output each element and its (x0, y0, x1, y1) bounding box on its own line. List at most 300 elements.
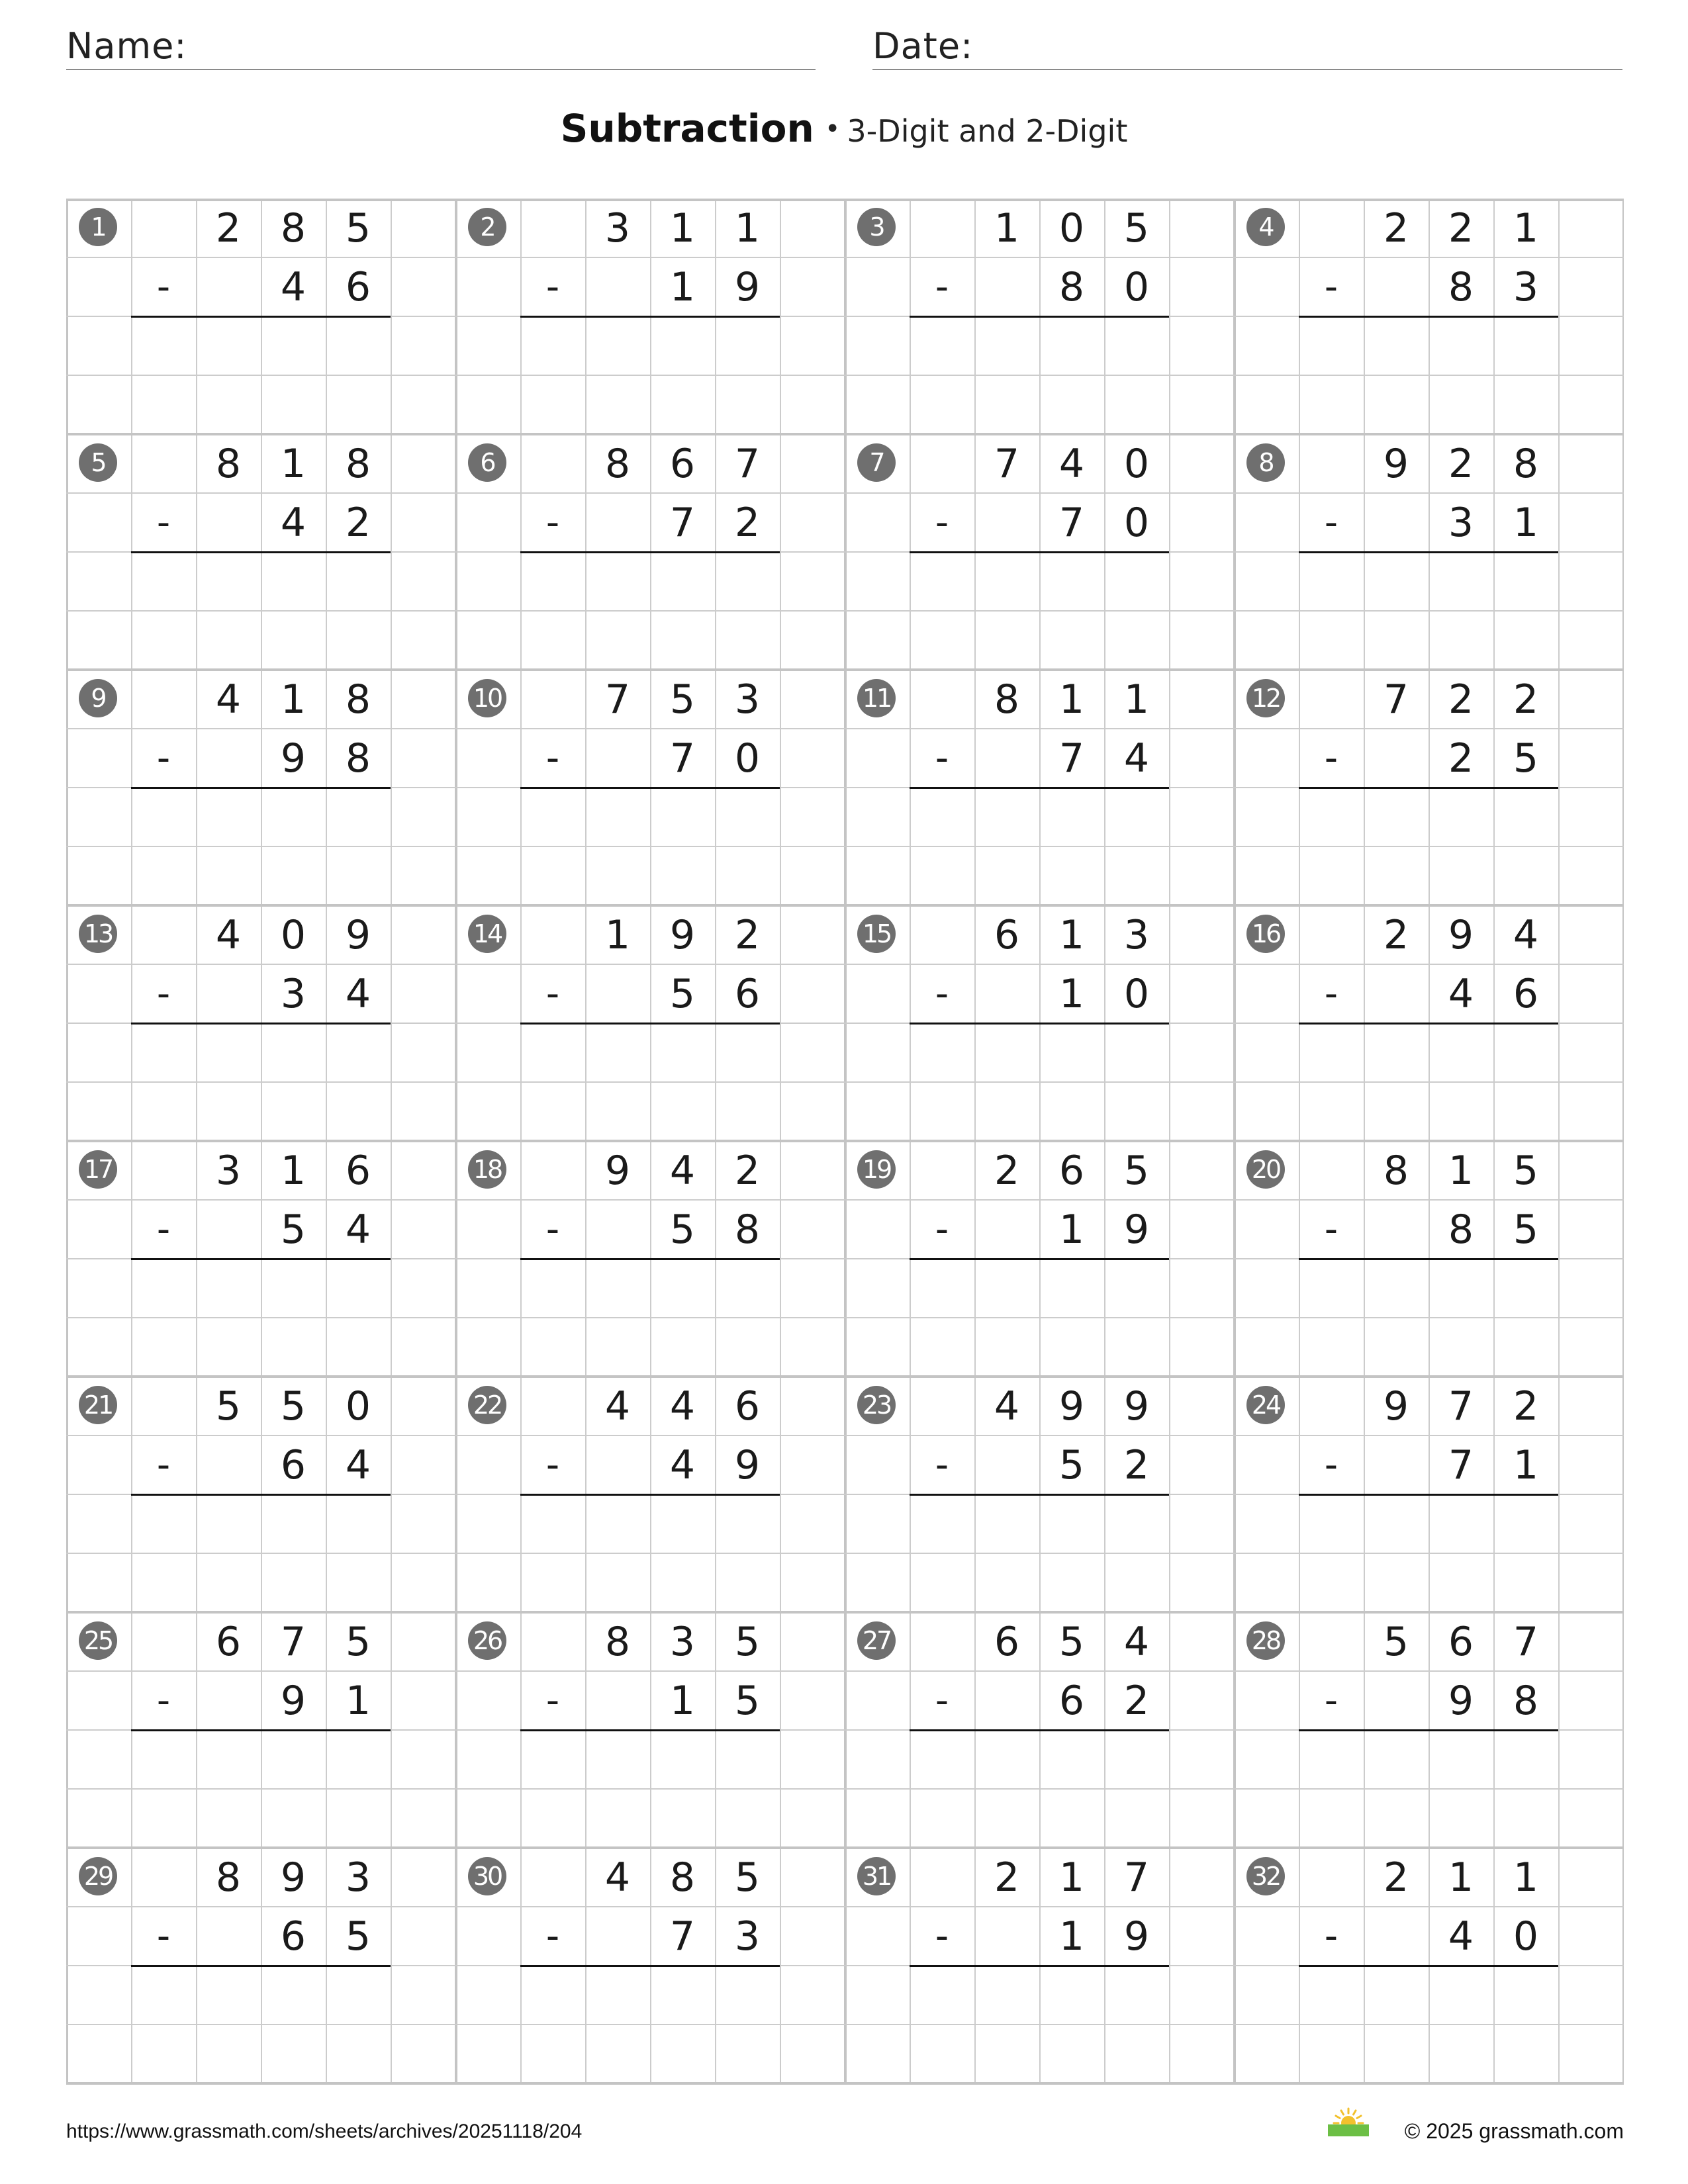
subtrahend-digit: 4 (1448, 970, 1474, 1017)
minuend-digit: 6 (734, 1383, 761, 1430)
answer-area[interactable] (520, 789, 780, 904)
subtrahend-digit: 3 (1513, 263, 1539, 310)
problem-number-badge: 24 (1246, 1386, 1285, 1424)
problem-11 (845, 670, 1234, 905)
problem-24 (1234, 1377, 1623, 1612)
problem-number-badge: 23 (857, 1386, 896, 1424)
minus-sign: - (545, 265, 560, 308)
answer-area[interactable] (1299, 1496, 1558, 1611)
minus-sign: - (1324, 737, 1338, 780)
subtrahend-digit: 0 (1123, 499, 1150, 546)
answer-area[interactable] (131, 789, 391, 904)
minuend-digit: 3 (215, 1147, 242, 1194)
minuend-digit: 7 (280, 1618, 306, 1665)
minuend-digit: 1 (1513, 205, 1539, 251)
minus-sign: - (935, 1679, 949, 1722)
answer-area[interactable] (910, 1024, 1169, 1140)
minuend-digit: 7 (1383, 676, 1409, 723)
answer-area[interactable] (910, 1260, 1169, 1375)
minuend-digit: 7 (1448, 1383, 1474, 1430)
minus-sign: - (1324, 972, 1338, 1015)
minuend-digit: 8 (280, 205, 306, 251)
problem-number-badge: 20 (1246, 1150, 1285, 1189)
minus-sign: - (1324, 1443, 1338, 1486)
minuend-digit: 3 (1123, 911, 1150, 958)
minuend-digit: 8 (215, 1854, 242, 1901)
problem-13 (66, 905, 455, 1141)
minuend-digit: 2 (1513, 676, 1539, 723)
subtrahend-digit: 4 (280, 263, 306, 310)
minuend-digit: 2 (1383, 1854, 1409, 1901)
problem-number-badge: 27 (857, 1621, 896, 1660)
answer-area[interactable] (131, 1731, 391, 1846)
problem-27 (845, 1612, 1234, 1848)
problem-31 (845, 1848, 1234, 2083)
minuend-digit: 7 (1513, 1618, 1539, 1665)
answer-area[interactable] (520, 553, 780, 668)
minuend-digit: 8 (604, 440, 631, 487)
title-subtitle: 3-Digit and 2-Digit (847, 113, 1128, 149)
minuend-digit: 9 (1383, 440, 1409, 487)
subtrahend-digit: 7 (1058, 499, 1085, 546)
minus-sign: - (545, 1443, 560, 1486)
problem-number-badge: 5 (79, 443, 117, 482)
answer-area[interactable] (131, 1496, 391, 1611)
minuend-digit: 4 (994, 1383, 1020, 1430)
subtrahend-digit: 2 (1448, 735, 1474, 782)
answer-area[interactable] (131, 1967, 391, 2082)
minuend-digit: 1 (1123, 676, 1150, 723)
problem-number-badge: 32 (1246, 1857, 1285, 1895)
subtrahend-digit: 6 (280, 1913, 306, 1960)
minuend-digit: 2 (994, 1147, 1020, 1194)
minuend-digit: 2 (734, 1147, 761, 1194)
minus-sign: - (935, 1915, 949, 1958)
subtrahend-digit: 3 (280, 970, 306, 1017)
minuend-digit: 7 (994, 440, 1020, 487)
sun-over-grass-icon (1325, 2105, 1372, 2138)
minuend-digit: 9 (604, 1147, 631, 1194)
minus-sign: - (935, 1208, 949, 1251)
date-field[interactable] (872, 25, 1622, 70)
problem-14 (455, 905, 845, 1141)
minuend-digit: 3 (345, 1854, 371, 1901)
minuend-digit: 7 (734, 440, 761, 487)
problem-2 (455, 199, 845, 434)
answer-area[interactable] (131, 1260, 391, 1375)
subtrahend-digit: 5 (345, 1913, 371, 1960)
minus-sign: - (935, 737, 949, 780)
name-label: Name: (66, 25, 187, 67)
subtrahend-digit: 1 (1058, 970, 1085, 1017)
subtrahend-digit: 0 (1123, 263, 1150, 310)
minus-sign: - (156, 265, 171, 308)
subtrahend-digit: 6 (734, 970, 761, 1017)
minus-sign: - (1324, 1915, 1338, 1958)
minus-sign: - (545, 501, 560, 544)
subtrahend-digit: 1 (1513, 499, 1539, 546)
problem-number-badge: 17 (79, 1150, 117, 1189)
minuend-digit: 8 (669, 1854, 696, 1901)
subtrahend-digit: 0 (734, 735, 761, 782)
minus-sign: - (935, 501, 949, 544)
problem-17 (66, 1141, 455, 1377)
minuend-digit: 0 (280, 911, 306, 958)
subtrahend-digit: 6 (345, 263, 371, 310)
answer-area[interactable] (1299, 1967, 1558, 2082)
problem-number-badge: 11 (857, 679, 896, 717)
subtrahend-digit: 9 (1123, 1913, 1150, 1960)
answer-area[interactable] (1299, 1731, 1558, 1846)
minuend-digit: 6 (215, 1618, 242, 1665)
subtrahend-digit: 1 (1513, 1441, 1539, 1488)
answer-area[interactable] (131, 318, 391, 433)
subtrahend-digit: 1 (345, 1677, 371, 1724)
subtrahend-digit: 9 (1123, 1206, 1150, 1253)
minuend-digit: 4 (669, 1383, 696, 1430)
subtrahend-digit: 9 (280, 1677, 306, 1724)
subtrahend-digit: 2 (345, 499, 371, 546)
problem-number-badge: 28 (1246, 1621, 1285, 1660)
problem-21 (66, 1377, 455, 1612)
title-main: Subtraction (560, 106, 814, 151)
problem-number-badge: 15 (857, 915, 896, 953)
minuend-digit: 3 (734, 676, 761, 723)
minuend-digit: 1 (994, 205, 1020, 251)
minuend-digit: 4 (1058, 440, 1085, 487)
minus-sign: - (545, 1679, 560, 1722)
minuend-digit: 4 (669, 1147, 696, 1194)
minus-sign: - (1324, 501, 1338, 544)
subtrahend-digit: 2 (734, 499, 761, 546)
answer-area[interactable] (910, 1731, 1169, 1846)
minuend-digit: 1 (734, 205, 761, 251)
minuend-digit: 5 (1123, 1147, 1150, 1194)
problem-number-badge: 4 (1246, 208, 1285, 246)
problem-number-badge: 30 (468, 1857, 506, 1895)
subtrahend-digit: 4 (345, 970, 371, 1017)
subtrahend-digit: 4 (1123, 735, 1150, 782)
minuend-digit: 1 (280, 440, 306, 487)
problem-30 (455, 1848, 845, 2083)
subtrahend-digit: 0 (1513, 1913, 1539, 1960)
minuend-digit: 1 (1448, 1147, 1474, 1194)
problem-25 (66, 1612, 455, 1848)
minuend-digit: 4 (604, 1854, 631, 1901)
minus-sign: - (156, 1208, 171, 1251)
answer-area[interactable] (910, 553, 1169, 668)
problem-number-badge: 2 (468, 208, 506, 246)
answer-area[interactable] (1299, 318, 1558, 433)
minus-sign: - (156, 972, 171, 1015)
minuend-digit: 0 (345, 1383, 371, 1430)
problem-22 (455, 1377, 845, 1612)
minuend-digit: 9 (1448, 911, 1474, 958)
date-label: Date: (872, 25, 974, 67)
subtrahend-digit: 2 (1123, 1677, 1150, 1724)
subtrahend-digit: 6 (1058, 1677, 1085, 1724)
minuend-digit: 1 (280, 676, 306, 723)
minuend-digit: 8 (345, 676, 371, 723)
minuend-digit: 9 (345, 911, 371, 958)
subtrahend-digit: 9 (1448, 1677, 1474, 1724)
answer-area[interactable] (520, 1260, 780, 1375)
minuend-digit: 8 (215, 440, 242, 487)
answer-area[interactable] (520, 1496, 780, 1611)
minuend-digit: 8 (1383, 1147, 1409, 1194)
minuend-digit: 2 (1448, 205, 1474, 251)
answer-area[interactable] (910, 789, 1169, 904)
subtrahend-digit: 8 (345, 735, 371, 782)
minuend-digit: 1 (1058, 676, 1085, 723)
problem-28 (1234, 1612, 1623, 1848)
problem-number-badge: 25 (79, 1621, 117, 1660)
answer-area[interactable] (1299, 1024, 1558, 1140)
subtrahend-digit: 3 (1448, 499, 1474, 546)
minuend-digit: 4 (215, 911, 242, 958)
minuend-digit: 2 (215, 205, 242, 251)
worksheet-title (0, 106, 1688, 151)
minus-sign: - (1324, 1208, 1338, 1251)
problem-number-badge: 9 (79, 679, 117, 717)
minuend-digit: 2 (1383, 911, 1409, 958)
problem-number-badge: 31 (857, 1857, 896, 1895)
problem-15 (845, 905, 1234, 1141)
minuend-digit: 3 (669, 1618, 696, 1665)
minuend-digit: 8 (345, 440, 371, 487)
minuend-digit: 4 (215, 676, 242, 723)
minuend-digit: 7 (604, 676, 631, 723)
subtrahend-digit: 4 (345, 1206, 371, 1253)
subtrahend-digit: 7 (669, 499, 696, 546)
answer-area[interactable] (520, 1967, 780, 2082)
answer-area[interactable] (910, 318, 1169, 433)
minus-sign: - (935, 265, 949, 308)
minuend-digit: 5 (215, 1383, 242, 1430)
minuend-digit: 7 (1123, 1854, 1150, 1901)
minuend-digit: 5 (1383, 1618, 1409, 1665)
problem-number-badge: 3 (857, 208, 896, 246)
answer-area[interactable] (1299, 1260, 1558, 1375)
minuend-digit: 1 (1058, 911, 1085, 958)
minus-sign: - (156, 737, 171, 780)
subtrahend-digit: 5 (669, 970, 696, 1017)
problem-number-badge: 1 (79, 208, 117, 246)
problem-number-badge: 8 (1246, 443, 1285, 482)
problem-number-badge: 19 (857, 1150, 896, 1189)
problem-18 (455, 1141, 845, 1377)
problem-number-badge: 13 (79, 915, 117, 953)
minuend-digit: 5 (1058, 1618, 1085, 1665)
minus-sign: - (156, 501, 171, 544)
minus-sign: - (156, 1679, 171, 1722)
minuend-digit: 6 (994, 911, 1020, 958)
name-field[interactable] (66, 25, 816, 70)
subtrahend-digit: 1 (669, 263, 696, 310)
answer-area[interactable] (1299, 553, 1558, 668)
problem-16 (1234, 905, 1623, 1141)
minus-sign: - (935, 972, 949, 1015)
subtrahend-digit: 5 (280, 1206, 306, 1253)
minus-sign: - (545, 972, 560, 1015)
subtrahend-digit: 8 (1058, 263, 1085, 310)
minus-sign: - (1324, 265, 1338, 308)
problem-26 (455, 1612, 845, 1848)
minuend-digit: 0 (1123, 440, 1150, 487)
subtrahend-digit: 5 (1513, 1206, 1539, 1253)
subtrahend-digit: 8 (734, 1206, 761, 1253)
minus-sign: - (545, 737, 560, 780)
minus-sign: - (1324, 1679, 1338, 1722)
subtrahend-digit: 5 (1058, 1441, 1085, 1488)
subtrahend-digit: 7 (669, 735, 696, 782)
minuend-digit: 6 (345, 1147, 371, 1194)
problem-number-badge: 16 (1246, 915, 1285, 953)
problem-6 (455, 434, 845, 670)
subtrahend-digit: 9 (280, 735, 306, 782)
minuend-digit: 4 (1513, 911, 1539, 958)
problem-grid (66, 199, 1624, 2089)
problem-5 (66, 434, 455, 670)
minuend-digit: 0 (1058, 205, 1085, 251)
subtrahend-digit: 0 (1123, 970, 1150, 1017)
problem-20 (1234, 1141, 1623, 1377)
minuend-digit: 1 (1058, 1854, 1085, 1901)
footer-url: https://www.grassmath.com/sheets/archives/20251118/204 (66, 2120, 583, 2142)
minuend-digit: 3 (604, 205, 631, 251)
problem-number-badge: 6 (468, 443, 506, 482)
problem-number-badge: 22 (468, 1386, 506, 1424)
minuend-digit: 9 (280, 1854, 306, 1901)
problem-10 (455, 670, 845, 905)
subtrahend-digit: 4 (1448, 1913, 1474, 1960)
minuend-digit: 2 (1513, 1383, 1539, 1430)
problem-1 (66, 199, 455, 434)
minuend-digit: 5 (734, 1618, 761, 1665)
minuend-digit: 5 (1513, 1147, 1539, 1194)
minuend-digit: 2 (1448, 676, 1474, 723)
minuend-digit: 2 (1383, 205, 1409, 251)
minuend-digit: 1 (280, 1147, 306, 1194)
problem-3 (845, 199, 1234, 434)
minuend-digit: 5 (345, 205, 371, 251)
subtrahend-digit: 1 (1058, 1206, 1085, 1253)
answer-area[interactable] (520, 1024, 780, 1140)
problem-4 (1234, 199, 1623, 434)
minuend-digit: 2 (994, 1854, 1020, 1901)
problem-number-badge: 10 (468, 679, 506, 717)
subtrahend-digit: 8 (1513, 1677, 1539, 1724)
minus-sign: - (935, 1443, 949, 1486)
answer-area[interactable] (520, 1731, 780, 1846)
minuend-digit: 5 (345, 1618, 371, 1665)
minuend-digit: 8 (994, 676, 1020, 723)
minuend-digit: 5 (280, 1383, 306, 1430)
subtrahend-digit: 4 (280, 499, 306, 546)
problem-23 (845, 1377, 1234, 1612)
minus-sign: - (156, 1915, 171, 1958)
minuend-digit: 1 (1448, 1854, 1474, 1901)
answer-area[interactable] (520, 318, 780, 433)
subtrahend-digit: 6 (280, 1441, 306, 1488)
minuend-digit: 8 (604, 1618, 631, 1665)
subtrahend-digit: 6 (1513, 970, 1539, 1017)
minuend-digit: 6 (1058, 1147, 1085, 1194)
minuend-digit: 9 (1123, 1383, 1150, 1430)
answer-area[interactable] (910, 1496, 1169, 1611)
minuend-digit: 1 (1513, 1854, 1539, 1901)
subtrahend-digit: 1 (669, 1677, 696, 1724)
subtrahend-digit: 9 (734, 263, 761, 310)
minuend-digit: 2 (1448, 440, 1474, 487)
minuend-digit: 5 (669, 676, 696, 723)
subtrahend-digit: 4 (345, 1441, 371, 1488)
subtrahend-digit: 1 (1058, 1913, 1085, 1960)
answer-area[interactable] (1299, 789, 1558, 904)
problem-19 (845, 1141, 1234, 1377)
answer-area[interactable] (131, 1024, 391, 1140)
minuend-digit: 5 (734, 1854, 761, 1901)
minuend-digit: 6 (1448, 1618, 1474, 1665)
minuend-digit: 6 (669, 440, 696, 487)
minuend-digit: 9 (669, 911, 696, 958)
minuend-digit: 6 (994, 1618, 1020, 1665)
subtrahend-digit: 4 (669, 1441, 696, 1488)
minus-sign: - (156, 1443, 171, 1486)
minuend-digit: 1 (669, 205, 696, 251)
answer-area[interactable] (131, 553, 391, 668)
problem-29 (66, 1848, 455, 2083)
minuend-digit: 2 (734, 911, 761, 958)
minuend-digit: 9 (1058, 1383, 1085, 1430)
subtrahend-digit: 7 (1058, 735, 1085, 782)
title-separator: • (824, 114, 841, 144)
subtrahend-digit: 5 (669, 1206, 696, 1253)
minuend-digit: 4 (1123, 1618, 1150, 1665)
subtrahend-digit: 2 (1123, 1441, 1150, 1488)
subtrahend-digit: 3 (734, 1913, 761, 1960)
subtrahend-digit: 9 (734, 1441, 761, 1488)
minuend-digit: 8 (1513, 440, 1539, 487)
minuend-digit: 1 (604, 911, 631, 958)
subtrahend-digit: 8 (1448, 1206, 1474, 1253)
problem-number-badge: 29 (79, 1857, 117, 1895)
minuend-digit: 5 (1123, 205, 1150, 251)
problem-number-badge: 14 (468, 915, 506, 953)
problem-number-badge: 18 (468, 1150, 506, 1189)
problem-number-badge: 26 (468, 1621, 506, 1660)
subtrahend-digit: 8 (1448, 263, 1474, 310)
problem-7 (845, 434, 1234, 670)
problem-number-badge: 7 (857, 443, 896, 482)
subtrahend-digit: 7 (1448, 1441, 1474, 1488)
problem-number-badge: 12 (1246, 679, 1285, 717)
minus-sign: - (545, 1208, 560, 1251)
subtrahend-digit: 5 (1513, 735, 1539, 782)
subtrahend-digit: 5 (734, 1677, 761, 1724)
minuend-digit: 4 (604, 1383, 631, 1430)
minus-sign: - (545, 1915, 560, 1958)
answer-area[interactable] (910, 1967, 1169, 2082)
problem-number-badge: 21 (79, 1386, 117, 1424)
problem-8 (1234, 434, 1623, 670)
problem-9 (66, 670, 455, 905)
minuend-digit: 9 (1383, 1383, 1409, 1430)
problem-12 (1234, 670, 1623, 905)
subtrahend-digit: 7 (669, 1913, 696, 1960)
footer-copyright: © 2025 grassmath.com (1404, 2119, 1624, 2143)
problem-32 (1234, 1848, 1623, 2083)
